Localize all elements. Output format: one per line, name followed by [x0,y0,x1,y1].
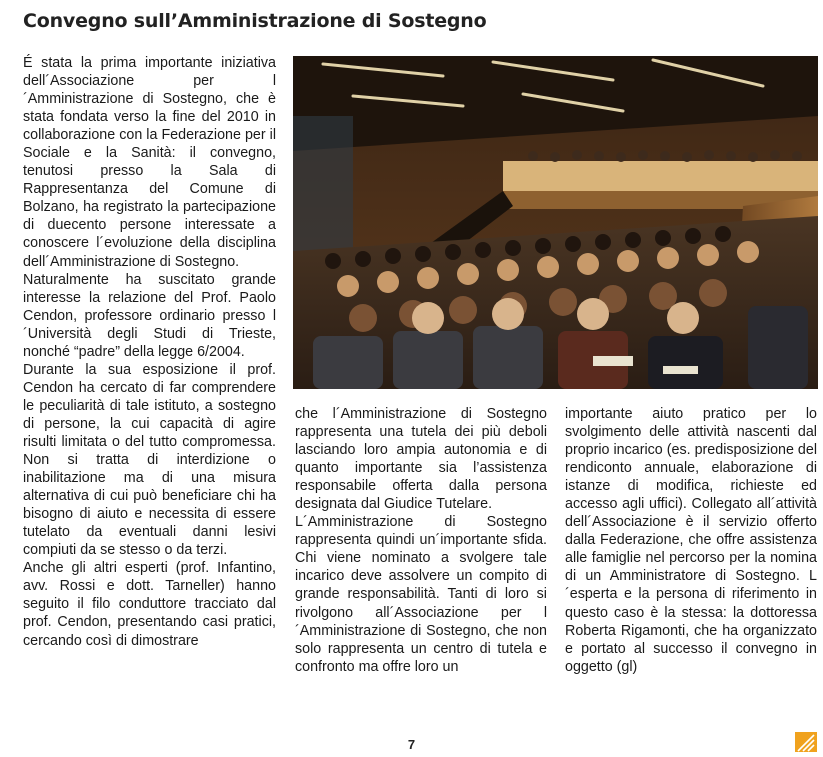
article-column-1 [23,54,276,650]
paragraph: che l´Amministrazione di Sostegno rappresenta una tutela dei più deboli lasciando loro ampia autonomia e di quanto importante sia l’assistenza responsabile offerta dalla persona designata dal Giudice Tutelare. [295,406,547,513]
paragraph: Durante la sua esposizione il prof. Cendon ha cercato di far comprendere le peculiarità di tale istituto, a sostegno di persone, la cui capacità di agire risulti limitata o del tutto compromessa. Non si tratta di interdizione o inabilitazione ma di una misura alternativa di cui può beneficiare chi ha bisogno di aiuto e necessita di essere tutelato da eventuali danni lesivi compiuti da se stesso o da terzi. [23,361,276,559]
conference-photo [293,56,818,389]
paragraph: Naturalmente ha suscitato grande interesse la relazione del Prof. Paolo Cendon, professore ordinario presso l´Università degli Studi di Trieste, nonché “padre” della legge 6/2004. [23,271,276,360]
corner-logo-icon [795,732,817,752]
paragraph: É stata la prima importante iniziativa dell´Associazione per l´Amministrazione di Sostegno, che è stata fondata verso la fine del 2010 in collaborazione con la Federazione per il Sociale e la Sanità: il convegno, tenutosi presso la Sala di Rappresentanza del Comune di Bolzano, ha registrato la partecipazione di duecento persone interessate a conoscere l´evoluzione della disciplina dell´Amministrazione di Sostegno. [23,55,276,270]
article-title: Convegno sull’Amministrazione di Sostegno [23,10,487,32]
paragraph: Anche gli altri esperti (prof. Infantino, avv. Rossi e dott. Tarneller) hanno seguito il filo conduttore tracciato dal prof. Cendon, presentando casi pratici, cercando così di dimostrare [23,560,276,649]
paragraph: L´Amministrazione di Sostegno rappresenta quindi un´importante sfida. Chi viene nominato a svolgere tale incarico deve assolvere un compito di grande responsabilità. Tanti di loro si rivolgono all´Associazione per l´Amministrazione di Sostegno, che non solo rappresenta un centro di tutela e confronto ma offre loro un [295,514,547,675]
article-column-2 [295,405,547,676]
article-column-3 [565,405,817,676]
page-number: 7 [407,737,416,752]
paragraph: importante aiuto pratico per lo svolgimento delle attività nascenti dal proprio incarico (es. predisposizione del rendiconto annuale, elaborazione di istanze di modifica, richieste ed accesso agli uffici). Collegato all´attività dell´Associazione è il servizio offerto dalla Federazione, che offre assistenza alle famiglie nel percorso per la nomina di un Amministratore di Sostegno. L´esperta e la persona di riferimento in questo caso è la stessa: la dottoressa Roberta Rigamonti, che ha organizzato e portato al successo il convegno in oggetto (gl) [565,406,817,675]
